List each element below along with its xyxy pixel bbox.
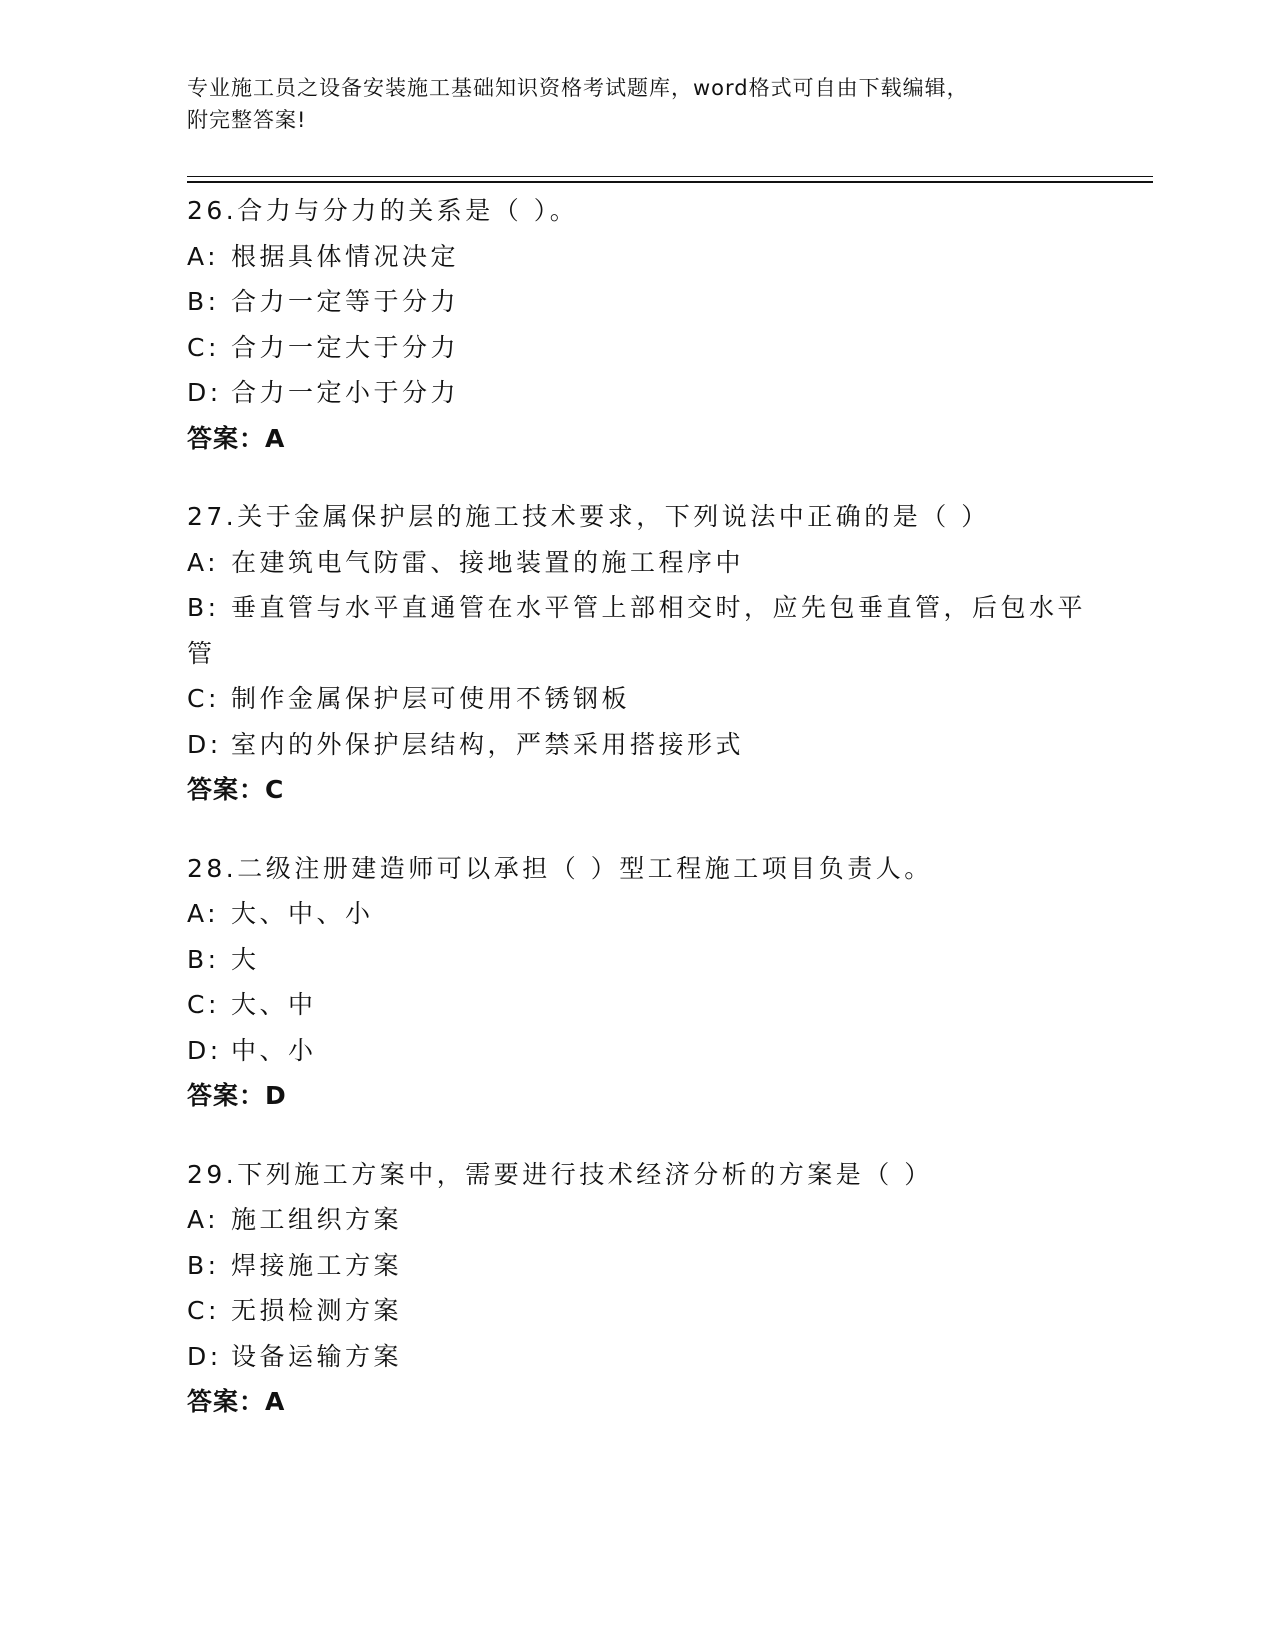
option-c <box>187 325 1087 371</box>
option-letter: C: <box>187 1296 220 1325</box>
question-27 <box>187 494 1087 813</box>
option-c <box>187 982 1087 1028</box>
option-d <box>187 722 1087 768</box>
option-letter: B: <box>187 944 220 974</box>
option-text: 施工组织方案 <box>231 1205 403 1234</box>
option-text: 合力一定小于分力 <box>231 378 460 407</box>
option-text: 制作金属保护层可使用不锈钢板 <box>231 684 631 713</box>
option-a <box>187 540 1087 586</box>
question-29 <box>187 1152 1087 1425</box>
question-26 <box>187 188 1087 461</box>
answer-line: 答案：A <box>187 423 286 453</box>
option-letter: D: <box>187 1341 222 1371</box>
option-letter: D: <box>187 1035 222 1065</box>
option-letter: A: <box>187 899 220 928</box>
option-c <box>187 1288 1087 1334</box>
option-letter: B: <box>187 287 220 316</box>
header-divider-top <box>187 176 1153 177</box>
option-letter: C: <box>187 990 220 1019</box>
option-letter: A: <box>187 1205 220 1234</box>
option-d <box>187 1028 1087 1074</box>
option-b <box>187 585 1087 676</box>
option-a <box>187 891 1087 937</box>
question-28 <box>187 846 1087 1119</box>
header-line-2: 附完整答案! <box>187 108 307 132</box>
option-text: 根据具体情况决定 <box>231 241 460 271</box>
option-text: 在建筑电气防雷、接地装置的施工程序中 <box>231 547 745 577</box>
option-letter: D: <box>187 729 222 759</box>
question-stem: 29.下列施工方案中，需要进行技术经济分析的方案是（ ） <box>187 1159 933 1189</box>
option-text: 垂直管与水平直通管在水平管上部相交时，应先包垂直管，后包水平管 <box>187 593 1087 668</box>
answer-line: 答案：C <box>187 775 285 804</box>
question-list <box>187 188 1087 1458</box>
option-b <box>187 279 1087 325</box>
option-c <box>187 676 1087 722</box>
option-b <box>187 1243 1087 1289</box>
option-text: 焊接施工方案 <box>231 1250 403 1280</box>
option-text: 大、中 <box>231 990 317 1019</box>
option-a <box>187 234 1087 280</box>
option-letter: C: <box>187 332 220 362</box>
question-stem: 28.二级注册建造师可以承担（ ）型工程施工项目负责人。 <box>187 853 933 883</box>
option-text: 大 <box>231 944 260 974</box>
answer-line: 答案：D <box>187 1081 287 1110</box>
option-text: 合力一定大于分力 <box>231 332 460 362</box>
option-letter: D: <box>187 378 222 407</box>
document-header <box>187 72 1087 136</box>
option-text: 合力一定等于分力 <box>231 287 460 316</box>
header-divider-bottom <box>187 181 1153 183</box>
option-text: 无损检测方案 <box>231 1296 403 1325</box>
option-letter: A: <box>187 241 220 271</box>
option-d <box>187 370 1087 416</box>
option-b <box>187 937 1087 983</box>
answer-line: 答案：A <box>187 1387 286 1416</box>
option-d <box>187 1334 1087 1380</box>
question-stem: 27.关于金属保护层的施工技术要求，下列说法中正确的是（ ） <box>187 502 990 531</box>
option-text: 大、中、小 <box>231 899 374 928</box>
option-letter: A: <box>187 547 220 577</box>
option-text: 中、小 <box>231 1035 317 1065</box>
option-letter: B: <box>187 1250 220 1280</box>
option-text: 室内的外保护层结构，严禁采用搭接形式 <box>231 729 745 759</box>
option-letter: C: <box>187 684 220 713</box>
option-text: 设备运输方案 <box>231 1341 403 1371</box>
option-letter: B: <box>187 593 220 622</box>
header-line-1: 专业施工员之设备安装施工基础知识资格考试题库，word格式可自由下载编辑， <box>187 76 969 100</box>
question-stem: 26.合力与分力的关系是（ ）。 <box>187 196 579 225</box>
option-a <box>187 1197 1087 1243</box>
